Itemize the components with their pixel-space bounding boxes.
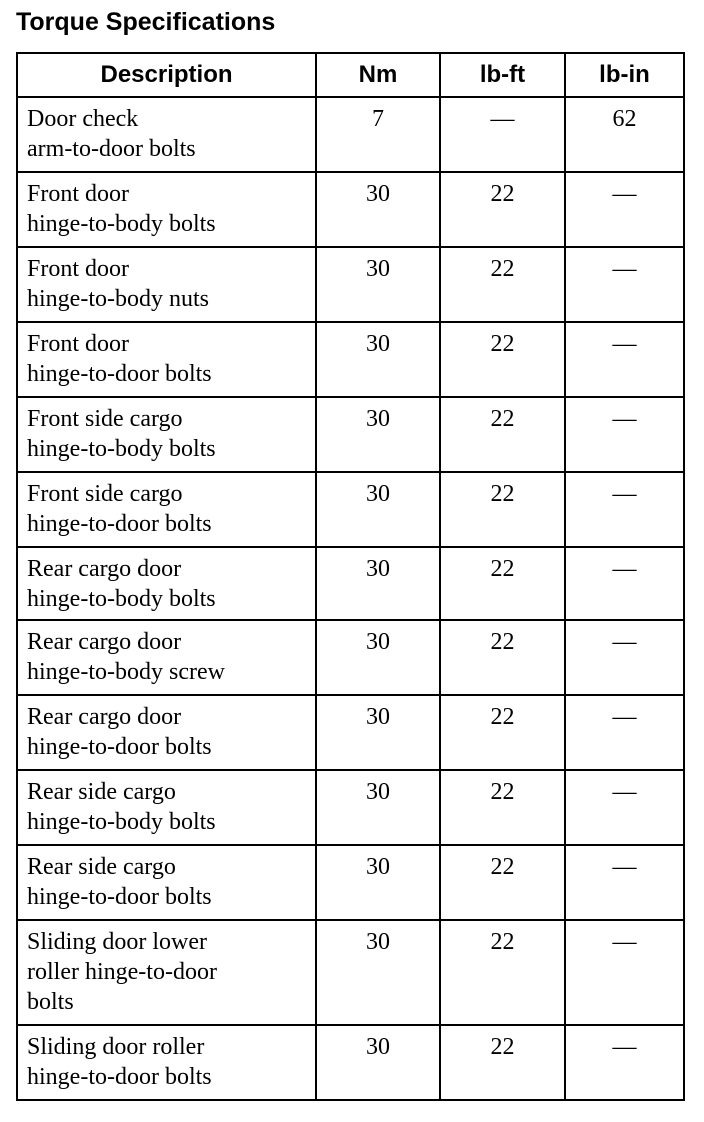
- cell-lb-in: —: [565, 695, 684, 770]
- header-lb-ft: lb-ft: [440, 53, 565, 97]
- table-row: [17, 920, 684, 1025]
- description-line: hinge-to-door bolts: [27, 884, 212, 910]
- cell-nm: 30: [316, 547, 440, 620]
- table-row: [17, 472, 684, 547]
- description-line: Front side cargo: [27, 406, 183, 432]
- cell-lb-in: —: [565, 397, 684, 472]
- header-row: [17, 53, 684, 97]
- cell-lb-in: —: [565, 247, 684, 322]
- cell-lb-in: —: [565, 770, 684, 845]
- header-nm: Nm: [316, 53, 440, 97]
- description-line: Rear cargo door: [27, 629, 182, 655]
- cell-lb-ft: 22: [440, 397, 565, 472]
- cell-description: [17, 472, 316, 547]
- table-row: [17, 845, 684, 920]
- table-row: [17, 695, 684, 770]
- cell-description: [17, 397, 316, 472]
- cell-nm: 30: [316, 322, 440, 397]
- cell-nm: 30: [316, 1025, 440, 1100]
- cell-description: [17, 322, 316, 397]
- cell-nm: 30: [316, 397, 440, 472]
- cell-nm: 30: [316, 695, 440, 770]
- description-line: Rear cargo door: [27, 556, 182, 582]
- cell-description: [17, 172, 316, 247]
- description-line: Sliding door roller: [27, 1034, 205, 1060]
- cell-lb-ft: 22: [440, 472, 565, 547]
- cell-lb-ft: 22: [440, 920, 565, 1025]
- torque-spec-table: [16, 52, 685, 1101]
- cell-description: [17, 247, 316, 322]
- description-line: hinge-to-body screw: [27, 659, 225, 685]
- description-line: Front door: [27, 181, 129, 207]
- cell-lb-ft: 22: [440, 547, 565, 620]
- cell-nm: 30: [316, 172, 440, 247]
- table-header: [17, 53, 684, 97]
- table-row: [17, 1025, 684, 1100]
- cell-lb-ft: 22: [440, 1025, 565, 1100]
- description-line: Rear side cargo: [27, 854, 176, 880]
- cell-nm: 30: [316, 770, 440, 845]
- description-line: hinge-to-body nuts: [27, 286, 209, 312]
- description-line: Rear side cargo: [27, 779, 176, 805]
- description-line: hinge-to-door bolts: [27, 734, 212, 760]
- description-line: roller hinge-to-door: [27, 959, 217, 985]
- cell-lb-ft: 22: [440, 172, 565, 247]
- cell-nm: 7: [316, 97, 440, 172]
- cell-lb-in: —: [565, 547, 684, 620]
- table-row: [17, 247, 684, 322]
- cell-lb-in: —: [565, 172, 684, 247]
- table-row: [17, 322, 684, 397]
- description-line: Front door: [27, 256, 129, 282]
- cell-lb-in: —: [565, 845, 684, 920]
- cell-nm: 30: [316, 472, 440, 547]
- cell-nm: 30: [316, 620, 440, 695]
- header-lb-in: lb-in: [565, 53, 684, 97]
- description-line: hinge-to-door bolts: [27, 361, 212, 387]
- cell-nm: 30: [316, 845, 440, 920]
- cell-description: [17, 97, 316, 172]
- table-row: [17, 97, 684, 172]
- table-body: [17, 97, 684, 1100]
- cell-lb-ft: 22: [440, 247, 565, 322]
- cell-description: [17, 845, 316, 920]
- description-line: hinge-to-body bolts: [27, 809, 216, 835]
- description-line: hinge-to-door bolts: [27, 1064, 212, 1090]
- cell-lb-in: —: [565, 322, 684, 397]
- description-line: Sliding door lower: [27, 929, 207, 955]
- description-line: arm-to-door bolts: [27, 136, 196, 162]
- cell-lb-in: —: [565, 1025, 684, 1100]
- cell-lb-ft: 22: [440, 770, 565, 845]
- table-row: [17, 620, 684, 695]
- description-line: hinge-to-body bolts: [27, 586, 216, 612]
- cell-nm: 30: [316, 247, 440, 322]
- description-line: hinge-to-door bolts: [27, 511, 212, 537]
- cell-lb-ft: 22: [440, 845, 565, 920]
- cell-lb-ft: 22: [440, 322, 565, 397]
- table-row: [17, 397, 684, 472]
- description-line: Front door: [27, 331, 129, 357]
- cell-description: [17, 547, 316, 620]
- cell-description: [17, 695, 316, 770]
- cell-lb-ft: 22: [440, 695, 565, 770]
- cell-lb-in: —: [565, 620, 684, 695]
- cell-lb-in: —: [565, 472, 684, 547]
- cell-lb-ft: 22: [440, 620, 565, 695]
- cell-lb-in: 62: [565, 97, 684, 172]
- cell-lb-in: —: [565, 920, 684, 1025]
- description-line: Door check: [27, 106, 139, 132]
- description-line: Front side cargo: [27, 481, 183, 507]
- description-line: bolts: [27, 989, 74, 1015]
- page-title: Torque Specifications: [16, 8, 276, 36]
- description-line: hinge-to-body bolts: [27, 436, 216, 462]
- cell-description: [17, 920, 316, 1025]
- description-line: Rear cargo door: [27, 704, 182, 730]
- cell-lb-ft: —: [440, 97, 565, 172]
- cell-description: [17, 770, 316, 845]
- description-line: hinge-to-body bolts: [27, 211, 216, 237]
- cell-description: [17, 1025, 316, 1100]
- table-row: [17, 770, 684, 845]
- cell-description: [17, 620, 316, 695]
- table-row: [17, 547, 684, 620]
- cell-nm: 30: [316, 920, 440, 1025]
- header-description: Description: [17, 53, 316, 97]
- table-row: [17, 172, 684, 247]
